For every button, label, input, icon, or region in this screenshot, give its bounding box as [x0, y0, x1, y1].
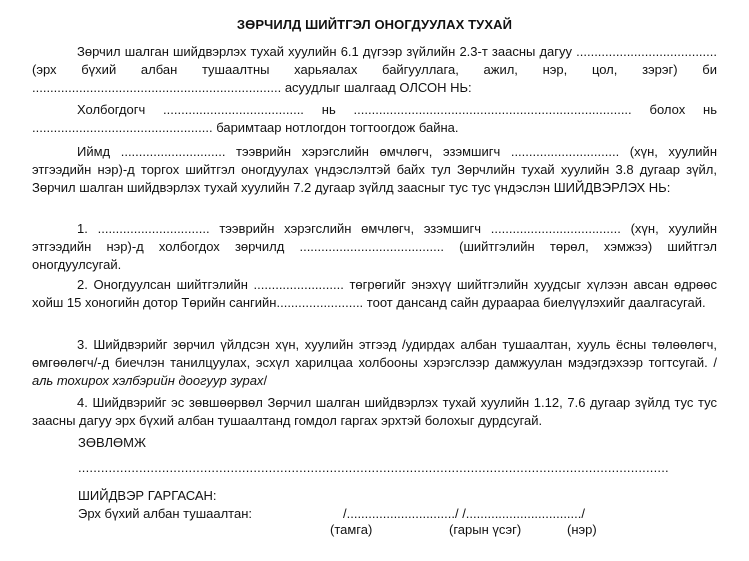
therefore-paragraph: Иймд ............................. тээврийн хэрэгслийн өмчлөгч, эзэмшигч .............................. (хүн, хуулийн этгээдийн нэр)-д торгох шийтгэл оногдуулах үндэслэлтэй байх тул Зөрчлийн тухай хуулийн 3.8 дугаар зүйл, Зөрчил шалган шийдвэрлэх тухай хуулийн 7.2 дугаар зүйлд заасныг тус тус үндэслэн ШИЙДВЭРЛЭХ НЬ:	[32, 144, 717, 195]
decision-item-4: 4. Шийдвэрийг эс зөвшөөрвөл Зөрчил шалган шийдвэрлэх тухай хуулийн 1.12, 7.6 дугаар зүйлд тус тус заасны дагуу эрх бүхий албан тушаалтанд гомдол гаргах эрхтэй болохыг дурдсугай.	[32, 395, 717, 428]
caption-signature: (гарын үсэг)	[449, 522, 522, 537]
intro-text: Зөрчил шалган шийдвэрлэх тухай хуулийн 6.1 дүгээр зүйлийн 2.3-т заасны дагуу ....................................... (эрх бүхий албан тушаалтны харьяалах байгууллага, ажил, нэр, цол, зэрэг) би ..................................................................... асуудлыг шалгаад	[32, 44, 717, 95]
intro-paragraph	[32, 43, 717, 97]
official-label: Эрх бүхий албан тушаалтан:	[78, 506, 253, 521]
decision-item-3	[32, 336, 717, 390]
decision-item-2: 2. Оногдуулсан шийтгэлийн ......................... төгрөгийг энэхүү шийтгэлийн хуудсыг хүлээн авсан өдрөөс хойш 15 хоногийн дотор Төрийн сангийн........................ тоот дансанд сайн дураараа биелүүлэхийг даалгасугай.	[32, 277, 717, 310]
signature-fields: /............................../ /................................/	[343, 506, 585, 521]
caption-name: (нэр)	[567, 522, 597, 537]
recommendation-line: ...........................................................................................................................................................	[78, 461, 669, 475]
item3-note: аль тохирох хэлбэрийн доогуур зурах	[32, 373, 264, 388]
intro-colon: :	[468, 80, 472, 95]
document-title: ЗӨРЧИЛД ШИЙТГЭЛ ОНОГДУУЛАХ ТУХАЙ	[236, 17, 513, 32]
decision-item-1: 1. ............................... тээврийн хэрэгслийн өмчлөгч, эзэмшигч .................................... (хүн, хуулийн этгээдийн нэр)-д холбогдох зөрчилд ........................................ (шийтгэлийн төрөл, хэмжээ) шийтгэл оногдуулсугай.	[32, 221, 717, 272]
item3-end: /	[263, 373, 268, 388]
caption-stamp: (тамга)	[330, 522, 373, 537]
issued-label: ШИЙДВЭР ГАРГАСАН:	[78, 488, 217, 503]
item3-text: 3. Шийдвэрийг зөрчил үйлдсэн хүн, хуулийн этгээд /удирдах албан тушаалтан, хууль ёсны төлөөлөгч, өмгөөлөгч/-д биечлэн танилцуулах, эсхүл харилцаа холбооны хэрэгслээр дамжуулан мэдэгдэхээр тогтсугай. /	[32, 337, 717, 370]
offender-paragraph: Холбогдогч ....................................... нь ............................................................................. болох нь .................................................. баримтаар нотлогдон тогтоогдож байна.	[32, 102, 717, 135]
recommendation-label: ЗӨВЛӨМЖ	[78, 435, 146, 450]
intro-found-label: ОЛСОН НЬ	[399, 80, 468, 95]
